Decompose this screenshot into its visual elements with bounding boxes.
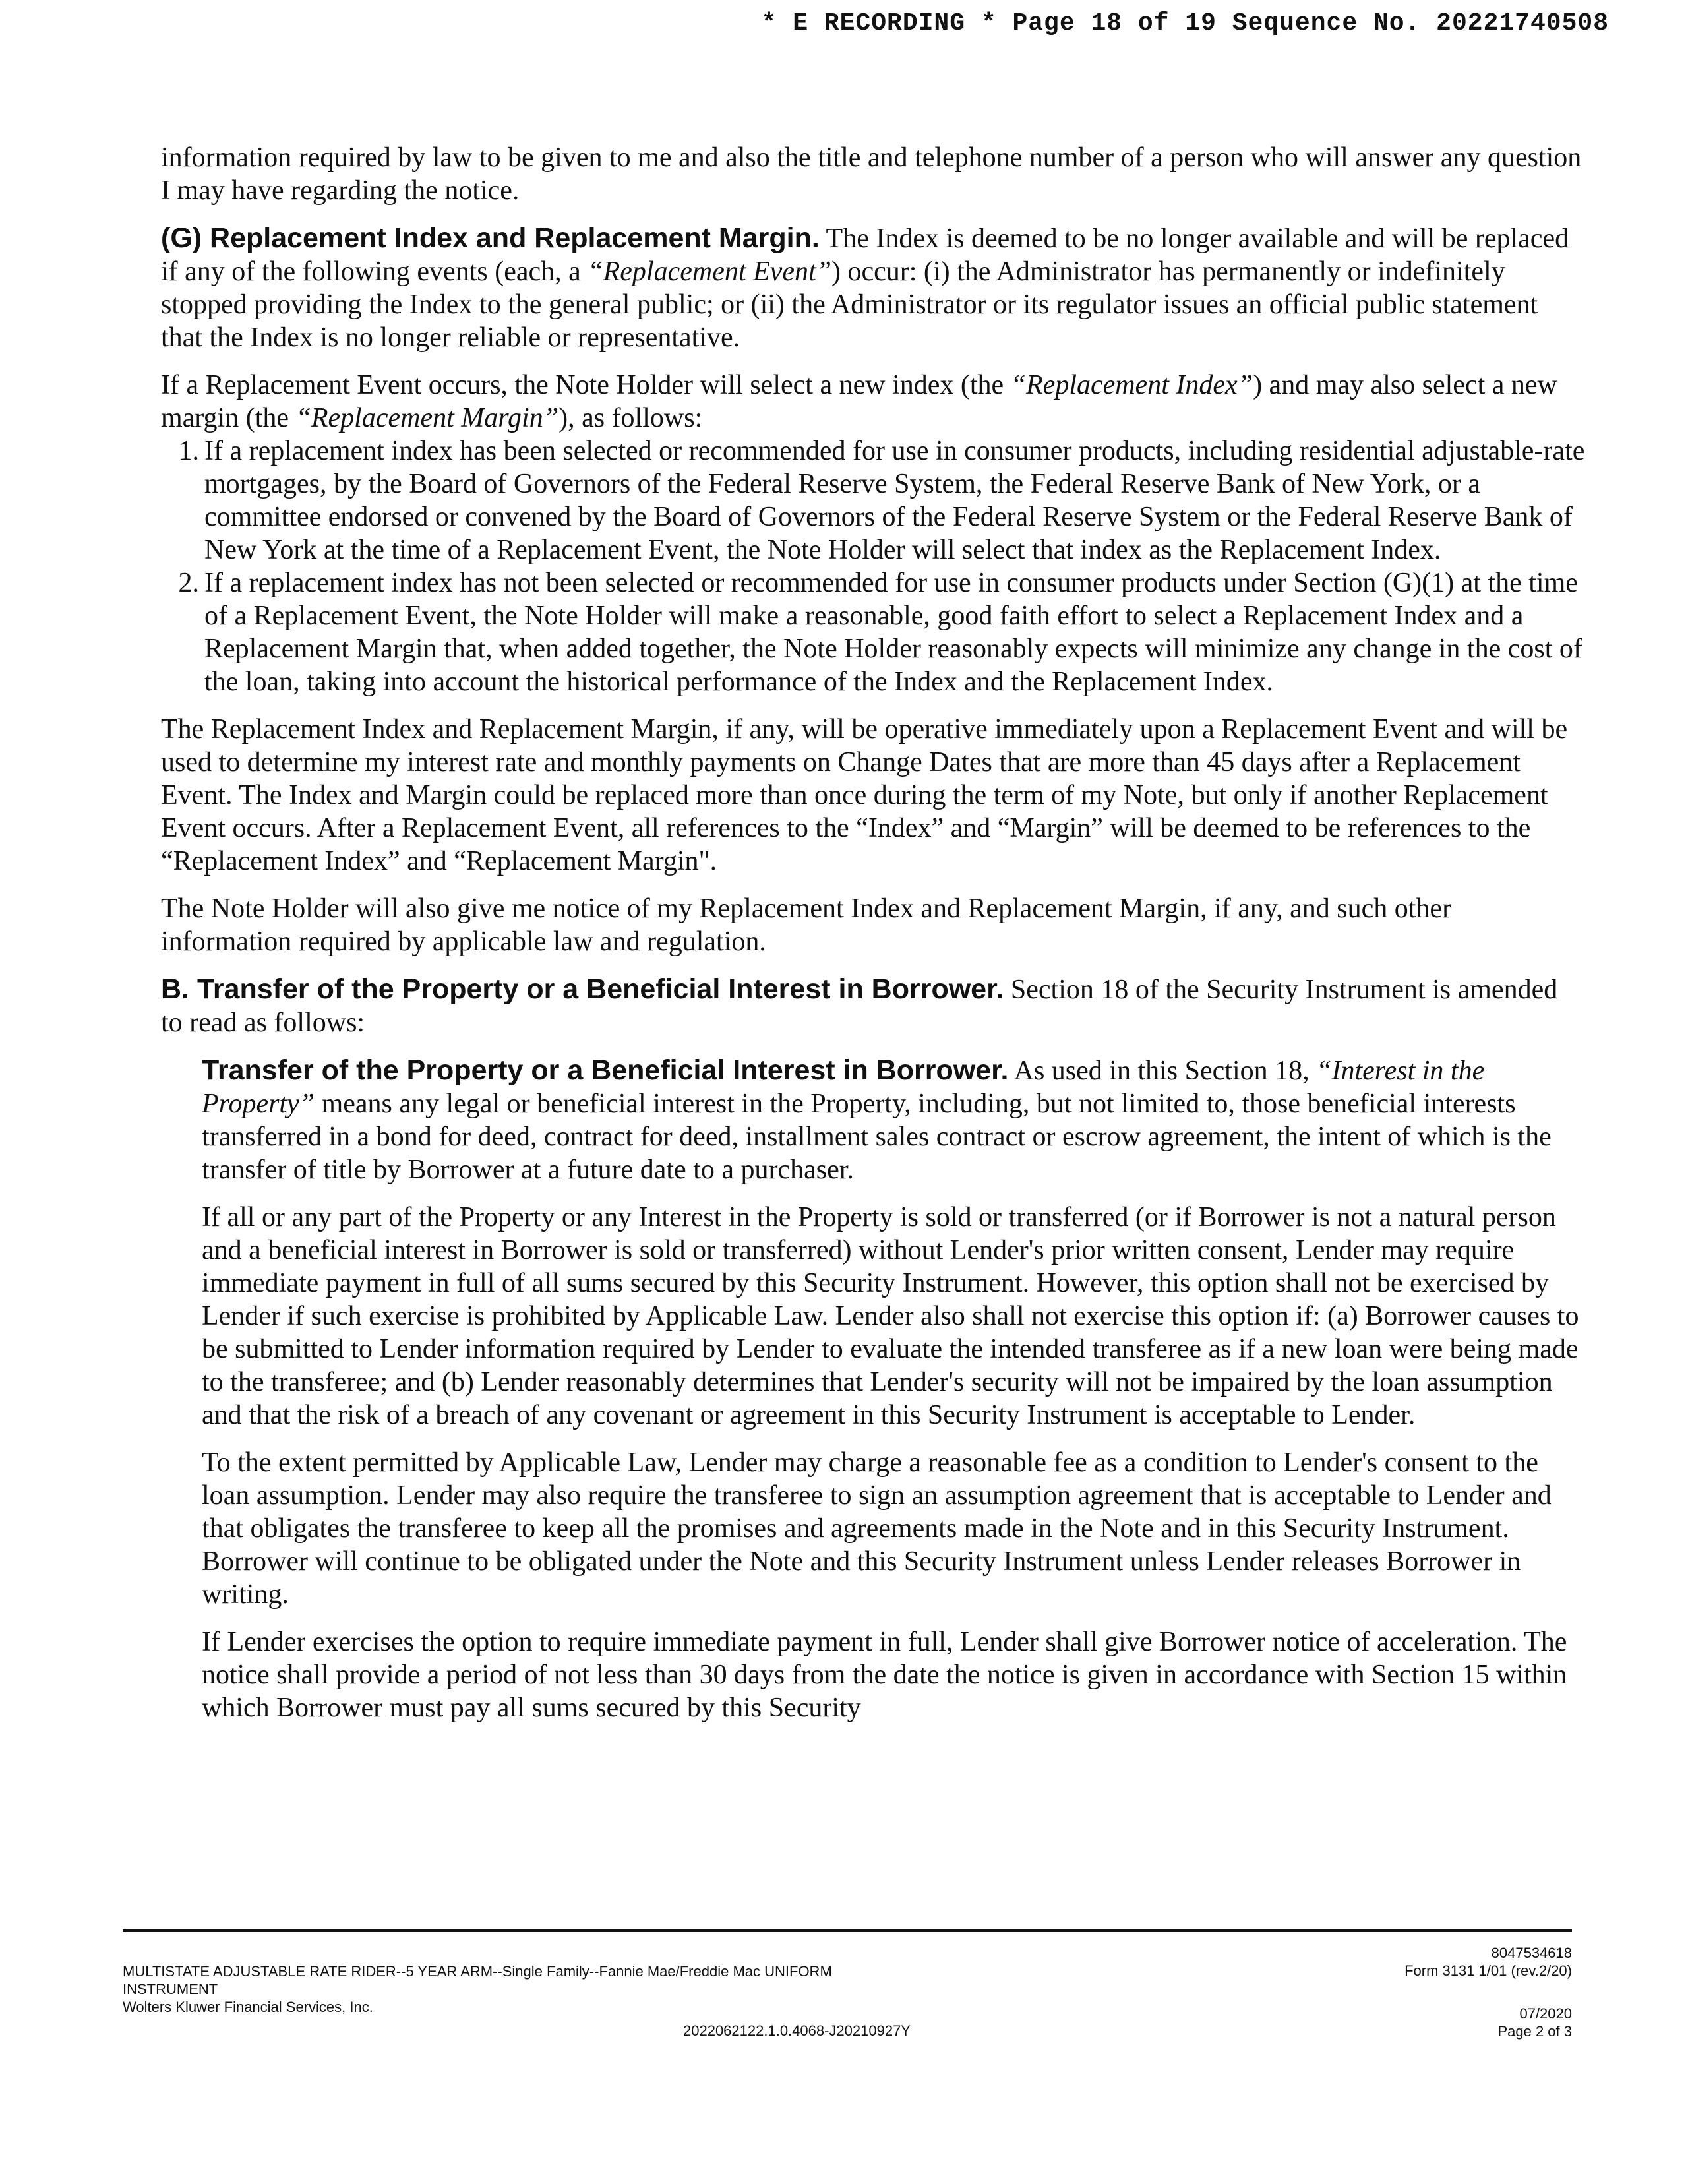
section-b-text: Section 18 of the Security Instrument is amended to read as follows:	[161, 975, 1558, 1038]
transfer-paragraph	[202, 1054, 1585, 1186]
section-g-heading: (G) Replacement Index and Replacement Margin.	[161, 222, 820, 254]
replacement-margin-term: “Replacement Margin”	[295, 403, 559, 433]
document-body	[161, 141, 1585, 1739]
transfer-text-2: means any legal or beneficial interest in the Property, including, but not limited to, those beneficial interests transferred in a bond for deed, contract for deed, installment sales contract or escrow agreement, the intent of which is the transfer of title by Borrower at a future date to a purchaser.	[202, 1089, 1552, 1185]
footer-divider	[123, 1929, 1572, 1932]
replacement-occurs-text-2: ) and may also select a new margin (the	[161, 370, 1557, 433]
footer-document-id: 2022062122.1.0.4068-J20210927Y	[683, 2022, 911, 2039]
footer-page-number: Page 2 of 3	[1497, 2023, 1572, 2040]
footer-title-line: INSTRUMENT	[123, 1981, 218, 1997]
intro-paragraph: information required by law to be given to me and also the title and telephone number of a person who will answer any question I may have regarding the notice.	[161, 142, 1582, 206]
footer-page-info	[1497, 2005, 1572, 2040]
section-18-block	[202, 1054, 1585, 1724]
section-g-text-2: ) occur: (i) the Administrator has permanently or indefinitely stopped providing the Index to the general public; or (ii) the Administrator or its regulator issues an official public statement that the Index is no longer reliable or representative.	[161, 257, 1538, 353]
list-item-text: If a replacement index has been selected or recommended for use in consumer products, including residential adjustable-rate mortgages, by the Board of Governors of the Federal Reserve System, the Federal Reserve Bank of New York, or a committee endorsed or convened by the Board of Governors of the Federal Reserve System or the Federal Reserve Bank of New York at the time of a Replacement Event, the Note Holder will select that index as the Replacement Index.	[204, 436, 1585, 565]
footer-title-line: MULTISTATE ADJUSTABLE RATE RIDER--5 YEAR ARM--Single Family--Fannie Mae/Freddie Mac UNIFORM	[123, 1963, 832, 1980]
transfer-heading: Transfer of the Property or a Beneficial Interest in Borrower.	[202, 1054, 1009, 1086]
recording-header: * E RECORDING * Page 18 of 19 Sequence No. 20221740508	[761, 9, 1609, 38]
list-item-number: 2.	[178, 568, 199, 598]
replacement-occurs-text-1: If a Replacement Event occurs, the Note Holder will select a new index (the	[161, 370, 1011, 400]
footer-date: 07/2020	[1519, 2005, 1572, 2022]
interest-in-property-term: “Interest in the Property”	[202, 1056, 1485, 1119]
acceleration-paragraph: If Lender exercises the option to require immediate payment in full, Lender shall give Borrower notice of acceleration. The notice shall provide a period of not less than 30 days from the date the notice is given in accordance with Section 15 within which Borrower must pay all sums secured by this Security	[202, 1627, 1567, 1723]
section-b-paragraph	[161, 973, 1585, 1039]
transfer-text-1: As used in this Section 18,	[1008, 1056, 1317, 1086]
list-item	[161, 566, 1585, 698]
replacement-occurs-paragraph	[161, 369, 1585, 435]
sold-paragraph: If all or any part of the Property or any Interest in the Property is sold or transferred (or if Borrower is not a natural person and a beneficial interest in Borrower is sold or transferred) without Lender's prior written consent, Lender may require immediate payment in full of all sums secured by this Security Instrument. However, this option shall not be exercised by Lender if such exercise is prohibited by Applicable Law. Lender also shall not exercise this option if: (a) Borrower causes to be submitted to Lender information required by Lender to evaluate the intended transferee as if a new loan were being made to the transferee; and (b) Lender reasonably determines that Lender's security will not be impaired by the loan assumption and that the risk of a breach of any covenant or agreement in this Security Instrument is acceptable to Lender.	[202, 1202, 1579, 1430]
section-b-heading: B. Transfer of the Property or a Beneficial Interest in Borrower.	[161, 973, 1004, 1005]
replacement-index-term: “Replacement Index”	[1010, 370, 1253, 400]
replacement-list	[161, 435, 1585, 698]
list-item-number: 1.	[178, 436, 199, 466]
replacement-event-term: “Replacement Event”	[588, 257, 831, 287]
operative-paragraph: The Replacement Index and Replacement Margin, if any, will be operative immediately upon a Replacement Event and will be used to determine my interest rate and monthly payments on Change Dates that are more than 45 days after a Replacement Event. The Index and Margin could be replaced more than once during the term of my Note, but only if another Replacement Event occurs. After a Replacement Event, all references to the “Index” and “Margin” will be deemed to be references to the “Replacement Index” and “Replacement Margin".	[161, 714, 1568, 876]
notice-paragraph: The Note Holder will also give me notice of my Replacement Index and Replacement Margin, if any, and such other information required by applicable law and regulation.	[161, 894, 1452, 957]
section-g-paragraph	[161, 222, 1585, 354]
footer-loan-number: 8047534618	[1491, 1945, 1572, 1961]
footer-publisher: Wolters Kluwer Financial Services, Inc.	[123, 1999, 373, 2015]
fee-paragraph: To the extent permitted by Applicable Law, Lender may charge a reasonable fee as a condition to Lender's consent to the loan assumption. Lender may also require the transferee to sign an assumption agreement that is acceptable to Lender and that obligates the transferee to keep all the promises and agreements made in the Note and in this Security Instrument. Borrower will continue to be obligated under the Note and this Security Instrument unless Lender releases Borrower in writing.	[202, 1447, 1552, 1610]
replacement-occurs-text-3: ), as follows:	[558, 403, 703, 433]
footer-form-info	[1404, 1944, 1572, 1980]
section-g-text-1: The Index is deemed to be no longer available and will be replaced if any of the following events (each, a	[161, 224, 1569, 287]
list-item	[161, 435, 1585, 566]
footer-form-number: Form 3131 1/01 (rev.2/20)	[1404, 1962, 1572, 1979]
footer-form-title	[123, 1962, 980, 2016]
list-item-text: If a replacement index has not been selected or recommended for use in consumer products under Section (G)(1) at the time of a Replacement Event, the Note Holder will make a reasonable, good faith effort to select a Replacement Index and a Replacement Margin that, when added together, the Note Holder reasonably expects will minimize any change in the cost of the loan, taking into account the historical performance of the Index and the Replacement Index.	[204, 568, 1582, 697]
